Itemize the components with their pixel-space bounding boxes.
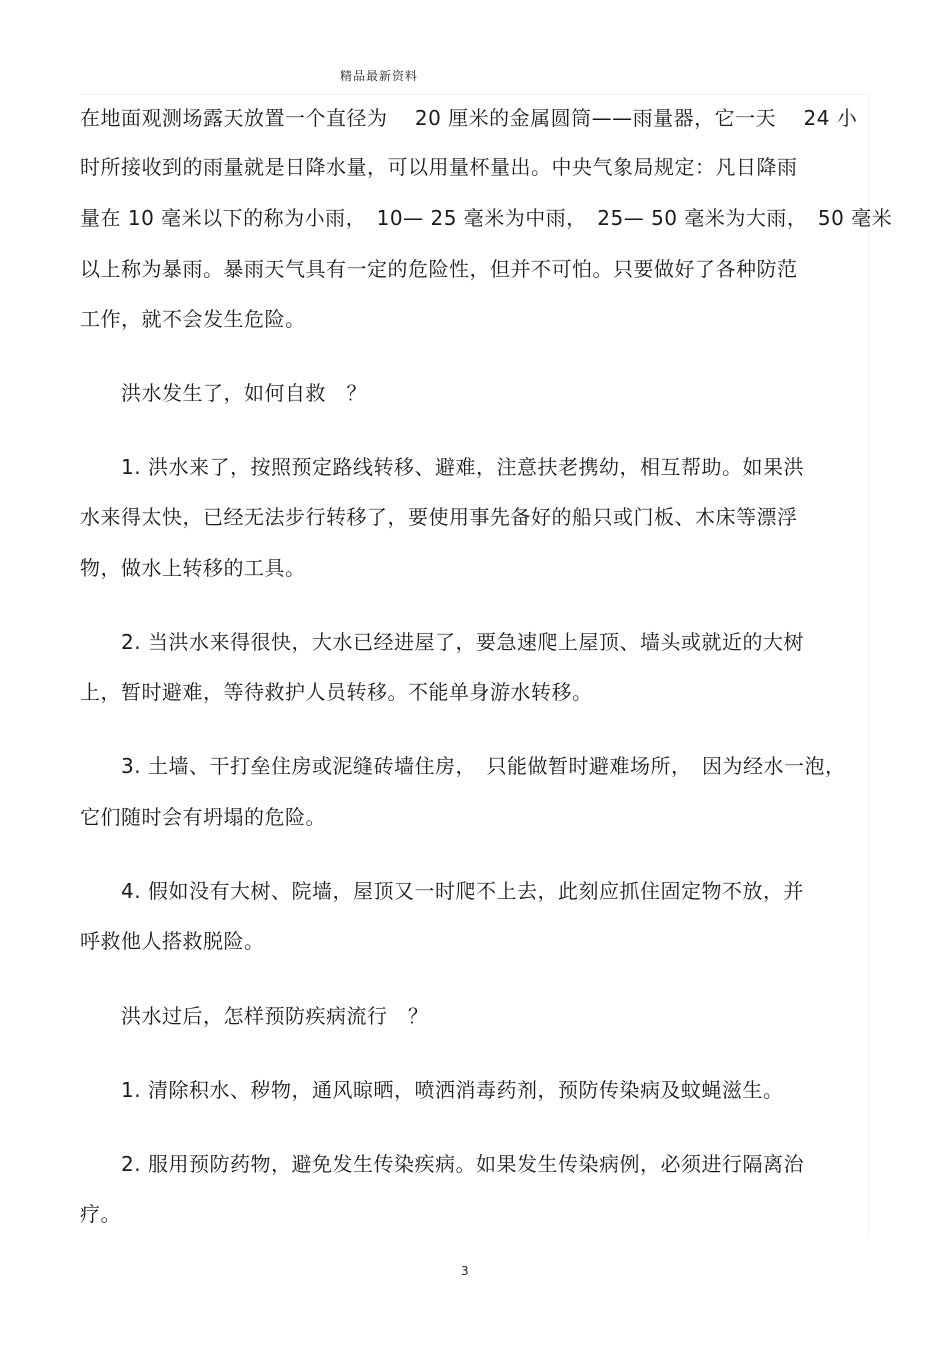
section-heading: 洪水发生了，如何自救 ？ [80,381,367,405]
body-line: 物，做水上转移的工具。 [80,556,306,580]
header-label: 精品最新资料 [340,69,419,83]
body-line: 3. 土墙、干打垒住房或泥缝砖墙住房， 只能做暂时避难场所， 因为经水一泡， [80,754,846,778]
body-line: 2. 当洪水来得很快，大水已经进屋了，要急速爬上屋顶、墙头或就近的大树 [80,630,804,654]
body-line: 在地面观测场露天放置一个直径为 20 厘米的金属圆筒——雨量器，它一天 24 小 [80,106,858,130]
body-line: 工作，就不会发生危险。 [80,307,306,331]
body-line: 上，暂时避难，等待救护人员转移。不能单身游水转移。 [80,680,593,704]
body-line: 以上称为暴雨。暴雨天气具有一定的危险性，但并不可怕。只要做好了各种防范 [80,257,798,281]
body-line: 2. 服用预防药物，避免发生传染疾病。如果发生传染病例，必须进行隔离治 [80,1152,804,1176]
body-line: 量在 10 毫米以下的称为小雨， 10— 25 毫米为中雨， 25— 50 毫米为大雨， 50 毫米 [80,206,893,230]
page-number: 3 [461,1264,469,1278]
section-heading: 洪水过后，怎样预防疾病流行 ？ [80,1004,429,1028]
body-line: 水来得太快，已经无法步行转移了，要使用事先备好的船只或门板、木床等漂浮 [80,505,798,529]
body-line: 1. 清除积水、秽物，通风晾晒，喷洒消毒药剂，预防传染病及蚊蝇滋生。 [80,1078,784,1102]
body-line: 呼救他人搭救脱险。 [80,929,265,953]
right-rule [868,94,869,1239]
body-line: 它们随时会有坍塌的危险。 [80,805,326,829]
body-line: 1. 洪水来了，按照预定路线转移、避难，注意扶老携幼，相互帮助。如果洪 [80,455,804,479]
top-rule [80,94,870,95]
body-line: 时所接收到的雨量就是日降水量，可以用量杯量出。中央气象局规定：凡日降雨 [80,155,798,179]
body-line: 疗。 [80,1202,121,1226]
body-line: 4. 假如没有大树、院墙，屋顶又一时爬不上去，此刻应抓住固定物不放，并 [80,879,804,903]
